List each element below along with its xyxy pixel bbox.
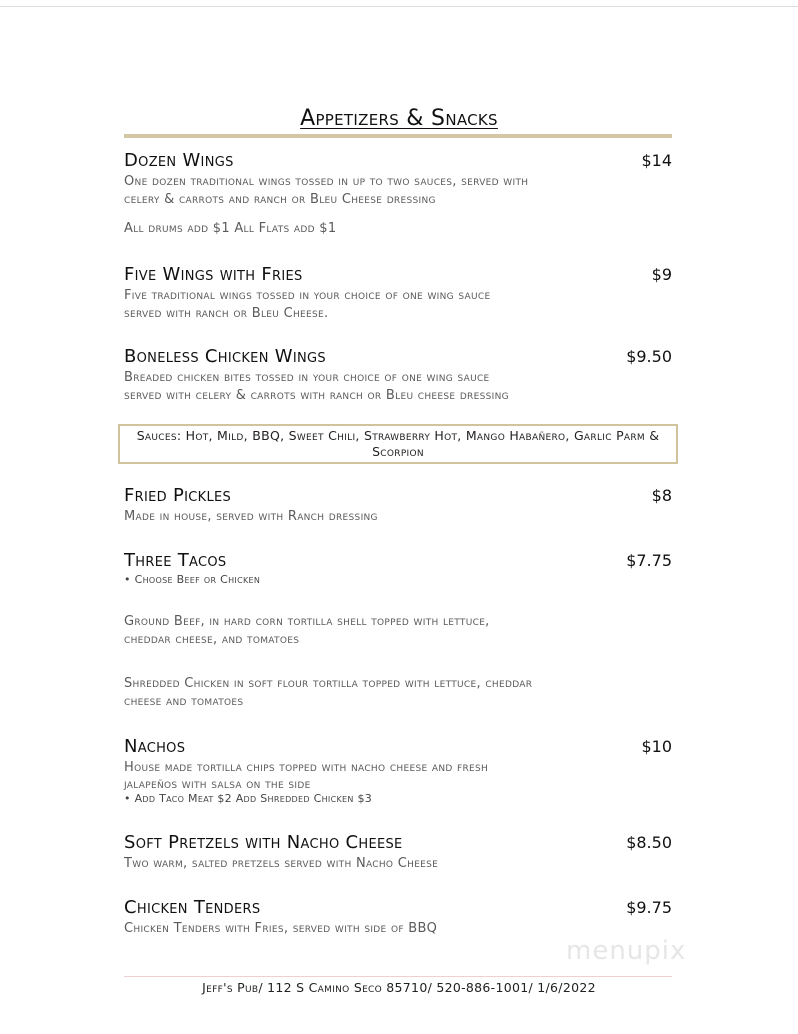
taco-option-line: Shredded Chicken in soft flour tortilla topped with lettuce, cheddar [124, 676, 533, 691]
sauces-box [118, 424, 678, 464]
item-name: Chicken Tenders [124, 897, 261, 918]
item-description-line: Five traditional wings tossed in your choice of one wing sauce [124, 288, 491, 303]
item-description-line: One dozen traditional wings tossed in up to two sauces, served with [124, 174, 529, 189]
item-description-line: Two warm, salted pretzels served with Nacho Cheese [124, 856, 439, 871]
item-price: $9.75 [626, 898, 672, 917]
taco-option-beef [124, 613, 644, 649]
title-divider [124, 134, 672, 138]
menu-item-boneless-wings [124, 346, 672, 405]
item-note: • Choose Beef or Chicken [124, 573, 261, 586]
menu-item-dozen-wings [124, 150, 672, 209]
item-description [124, 173, 672, 209]
footer-address: Jeff's Pub/ 112 S Camino Seco 85710/ 520-886-1001/ 1/6/2022 [202, 980, 596, 995]
menu-item-three-tacos [124, 550, 672, 587]
item-price: $14 [641, 151, 672, 170]
item-price: $9.50 [626, 347, 672, 366]
item-description-line: jalapeños with salsa on the side [124, 777, 311, 792]
item-description [124, 287, 672, 323]
item-description-line: Breaded chicken bites tossed in your choice of one wing sauce [124, 370, 490, 385]
menu-item-nachos [124, 736, 672, 806]
item-name: Soft Pretzels with Nacho Cheese [124, 832, 403, 853]
item-description-line: Made in house, served with Ranch dressing [124, 509, 378, 524]
item-price: $8.50 [626, 833, 672, 852]
menu-item-chicken-tenders [124, 897, 672, 938]
taco-option-chicken [124, 675, 644, 711]
item-name: Boneless Chicken Wings [124, 346, 326, 367]
taco-option-line: cheddar cheese, and tomatoes [124, 632, 300, 647]
item-price: $9 [651, 265, 672, 284]
item-description [124, 508, 672, 526]
footer-divider [124, 976, 672, 977]
top-divider [0, 6, 798, 7]
item-name: Three Tacos [124, 550, 227, 571]
item-description-line: served with celery & carrots with ranch or Bleu cheese dressing [124, 388, 509, 403]
page-title: Appetizers & Snacks [300, 106, 498, 131]
sauces-list: Sauces: Hot, Mild, BBQ, Sweet Chili, Strawberry Hot, Mango Habañero, Garlic Parm & Scorpion [136, 428, 660, 459]
menupix-watermark: menupix [566, 936, 687, 966]
wings-addon-note: All drums add $1 All Flats add $1 [124, 221, 337, 236]
item-note: • Add Taco Meat $2 Add Shredded Chicken $3 [124, 792, 373, 805]
item-name: Five Wings with Fries [124, 264, 303, 285]
item-description [124, 759, 672, 792]
item-description-line: House made tortilla chips topped with nacho cheese and fresh [124, 760, 489, 775]
item-price: $8 [651, 486, 672, 505]
item-description-line: Chicken Tenders with Fries, served with side of BBQ [124, 921, 438, 936]
item-description [124, 369, 672, 405]
item-description [124, 855, 672, 873]
item-description-line: celery & carrots and ranch or Bleu Cheese dressing [124, 192, 436, 207]
item-name: Fried Pickles [124, 485, 232, 506]
taco-option-line: Ground Beef, in hard corn tortilla shell topped with lettuce, [124, 614, 490, 629]
item-name: Dozen Wings [124, 150, 234, 171]
item-price: $10 [641, 737, 672, 756]
item-price: $7.75 [626, 551, 672, 570]
item-name: Nachos [124, 736, 186, 757]
item-description-line: served with ranch or Bleu Cheese. [124, 306, 329, 321]
menu-item-fried-pickles [124, 485, 672, 526]
taco-option-line: cheese and tomatoes [124, 694, 244, 709]
menu-item-soft-pretzels [124, 832, 672, 873]
menu-item-five-wings [124, 264, 672, 323]
